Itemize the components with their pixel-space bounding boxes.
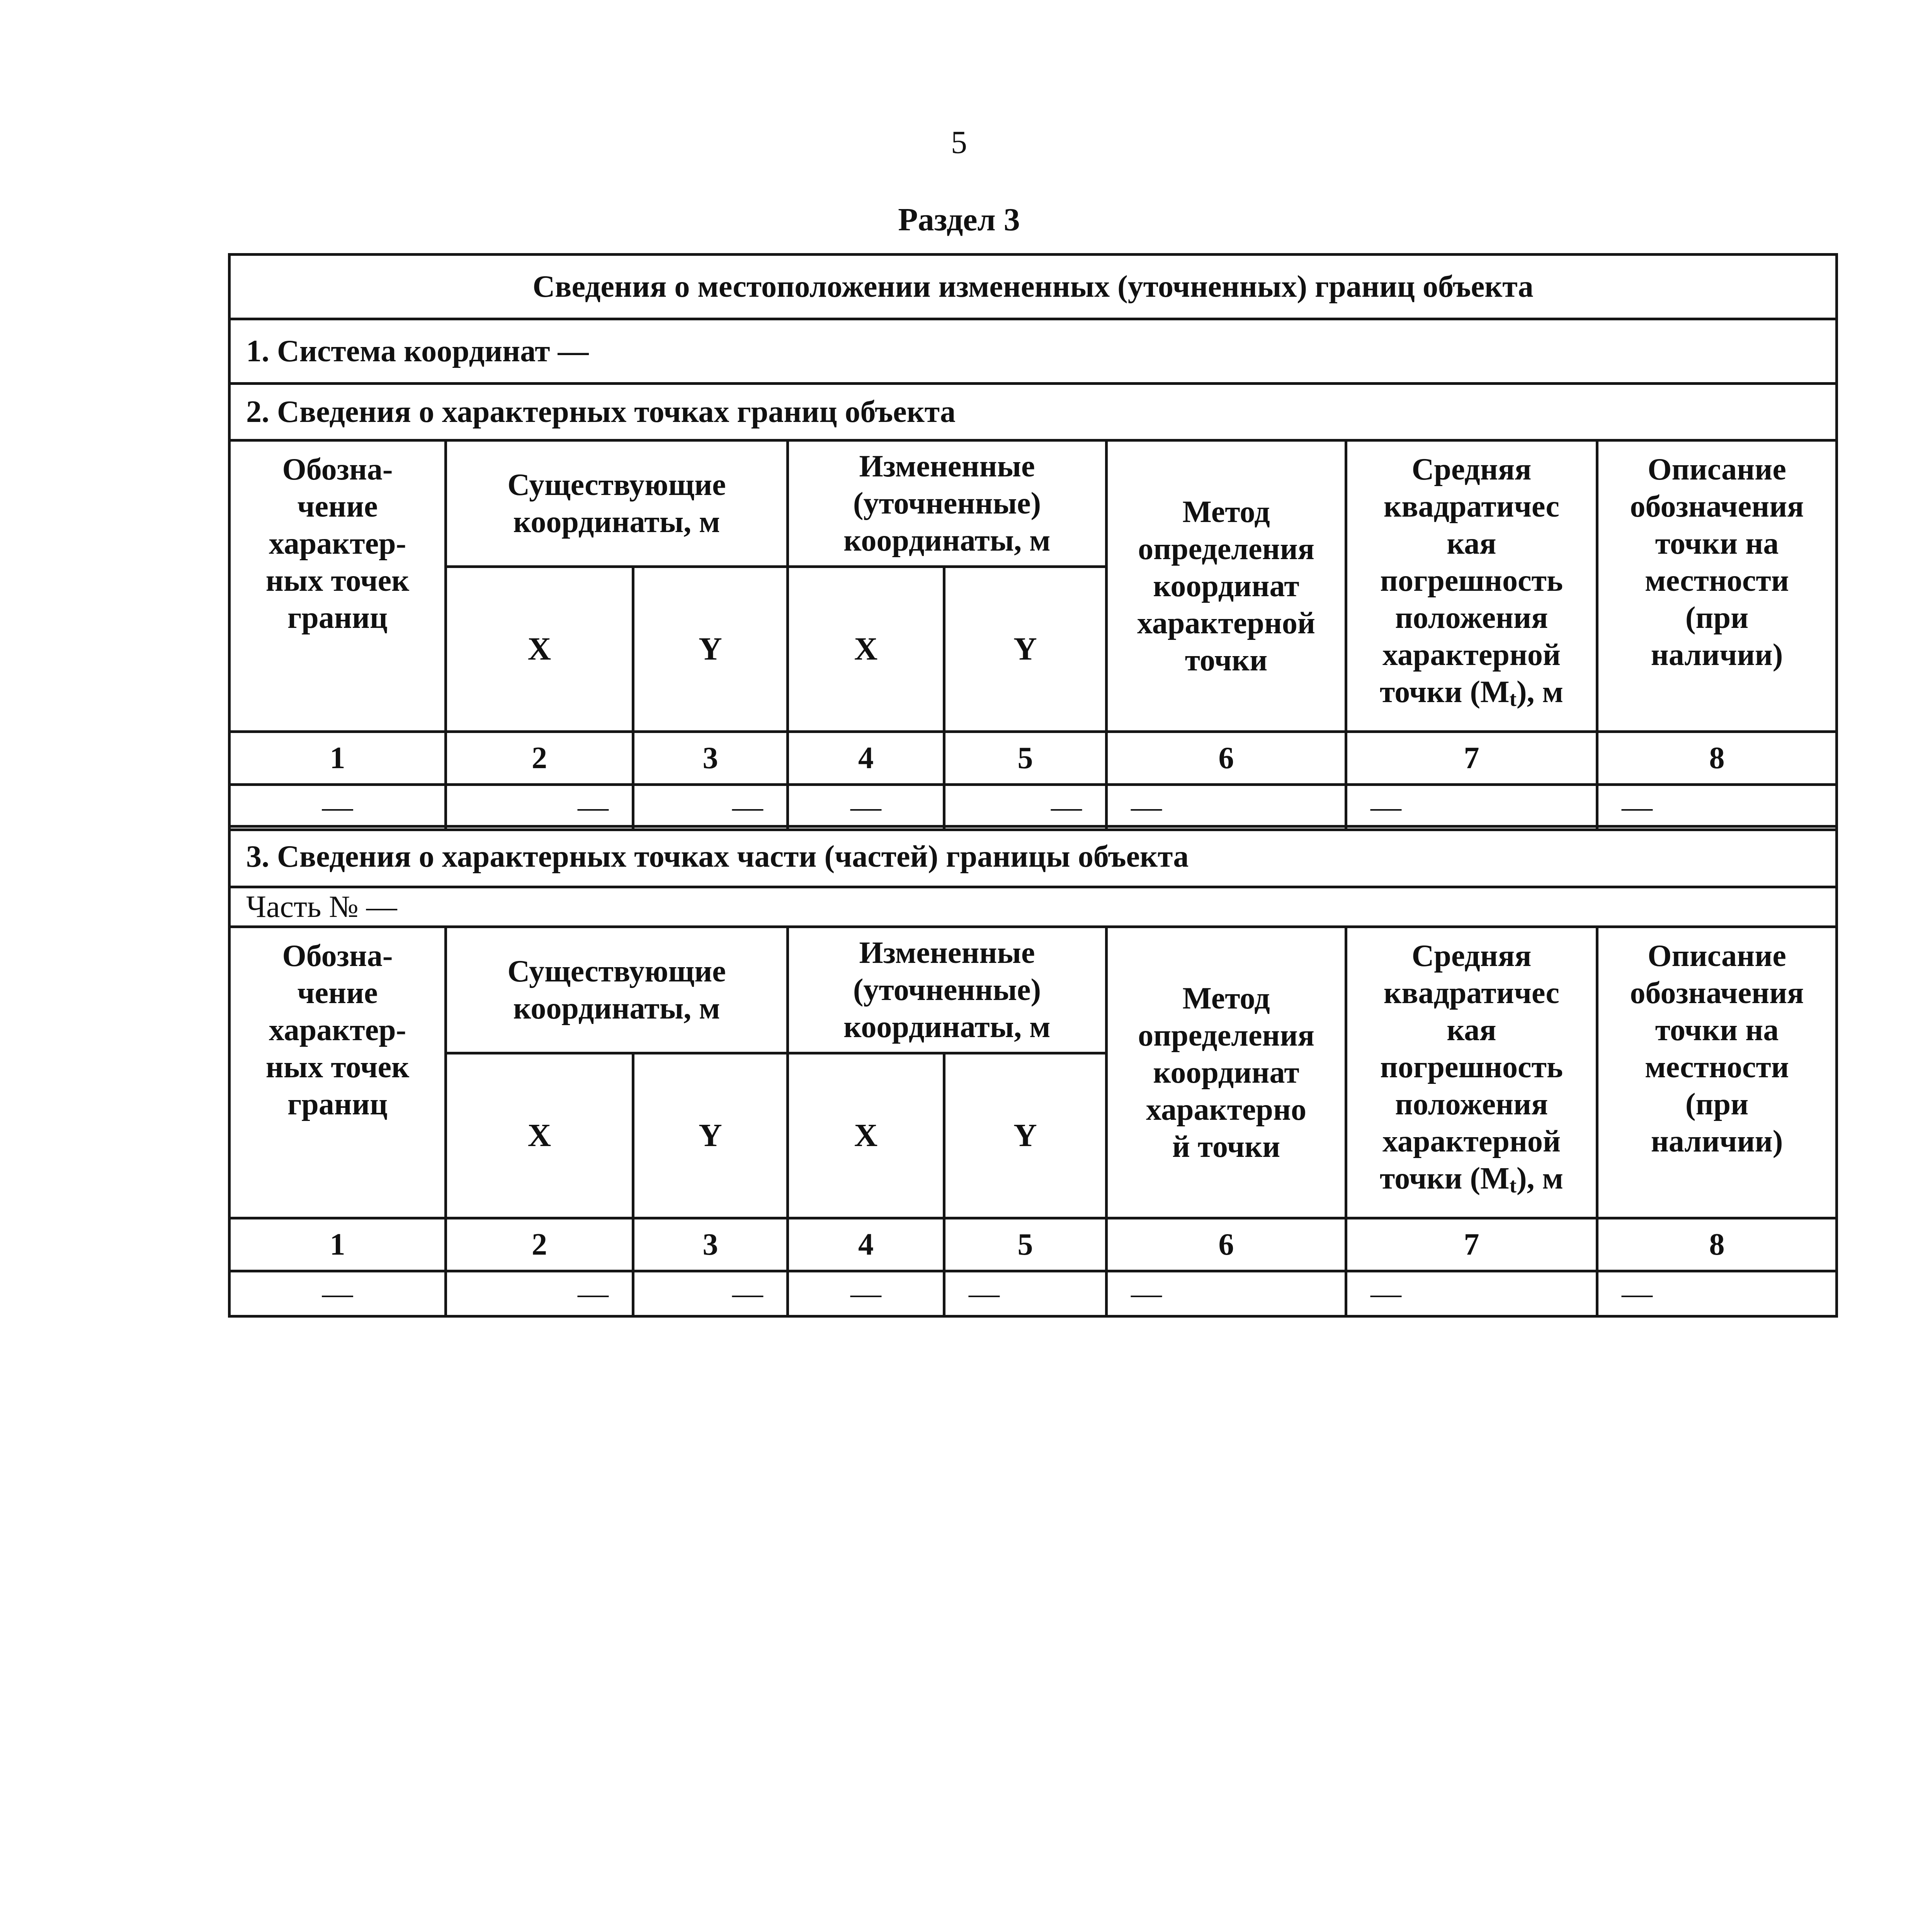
column-number: 6 [1107,1218,1346,1271]
column-number: 2 [446,1218,633,1271]
header-description: Описание обозначения точки на местности (при наличии) [1597,927,1837,1218]
header-existing-y: Y [633,567,788,732]
header-existing-x: X [446,1053,633,1218]
header-existing-x: X [446,567,633,732]
table-cell: — [446,1271,633,1316]
boundary-table [228,253,1838,831]
column-number: 8 [1597,1218,1837,1271]
column-number: 4 [788,732,944,785]
part-points-title: 3. Сведения о характерных точках части (частей) границы объекта [230,827,1837,887]
column-number: 2 [446,732,633,785]
header-changed-y: Y [944,567,1107,732]
header-description: Описание обозначения точки на местности (при наличии) [1597,440,1837,732]
table-cell: — [788,785,944,830]
column-number: 5 [944,732,1107,785]
part-number: Часть № — [230,887,1837,927]
coordinate-system: 1. Система координат — [230,319,1837,384]
section-title: Раздел 3 [898,202,1020,238]
column-number: 5 [944,1218,1107,1271]
points-title: 2. Сведения о характерных точках границ объекта [230,384,1837,440]
column-number: 7 [1346,732,1597,785]
table-cell: — [1597,1271,1837,1316]
column-number: 4 [788,1218,944,1271]
table-cell: — [944,1271,1107,1316]
table-cell: — [788,1271,944,1316]
column-number: 1 [230,1218,446,1271]
header-existing-coordinates: Существующие координаты, м [446,927,788,1053]
table-cell: — [230,785,446,830]
table-cell: — [1597,785,1837,830]
column-number: 8 [1597,732,1837,785]
header-changed-y: Y [944,1053,1107,1218]
table-cell: — [944,785,1107,830]
header-rmse: Средняя квадратичес кая погрешность положения характерной точки $(M_t)$, м [1346,440,1597,732]
header-changed-x: X [788,1053,944,1218]
header-method: Метод определения координат характерно й точки [1107,927,1346,1218]
table-cell: — [633,1271,788,1316]
header-changed-coordinates: Измененные (уточненные) координаты, м [788,927,1107,1053]
table-heading: Сведения о местоположении измененных (уточненных) границ объекта [230,255,1837,319]
table-cell: — [1346,785,1597,830]
column-number: 3 [633,1218,788,1271]
part-boundary-table [228,825,1838,1318]
table-cell: — [1107,1271,1346,1316]
table-cell: — [446,785,633,830]
header-changed-coordinates: Измененные (уточненные) координаты, м [788,440,1107,567]
header-point-designation: Обозна- чение характер- ных точек границ [230,440,446,732]
header-rmse: Средняя квадратичес кая погрешность положения характерной точки $(M_t)$, м [1346,927,1597,1218]
table-cell: — [230,1271,446,1316]
page-number: 5 [951,124,967,160]
column-number: 6 [1107,732,1346,785]
header-changed-x: X [788,567,944,732]
table-cell: — [633,785,788,830]
table-cell: — [1346,1271,1597,1316]
header-point-designation: Обозна- чение характер- ных точек границ [230,927,446,1218]
column-number: 3 [633,732,788,785]
header-method: Метод определения координат характерной точки [1107,440,1346,732]
header-existing-y: Y [633,1053,788,1218]
header-existing-coordinates: Существующие координаты, м [446,440,788,567]
column-number: 7 [1346,1218,1597,1271]
table-cell: — [1107,785,1346,830]
column-number: 1 [230,732,446,785]
